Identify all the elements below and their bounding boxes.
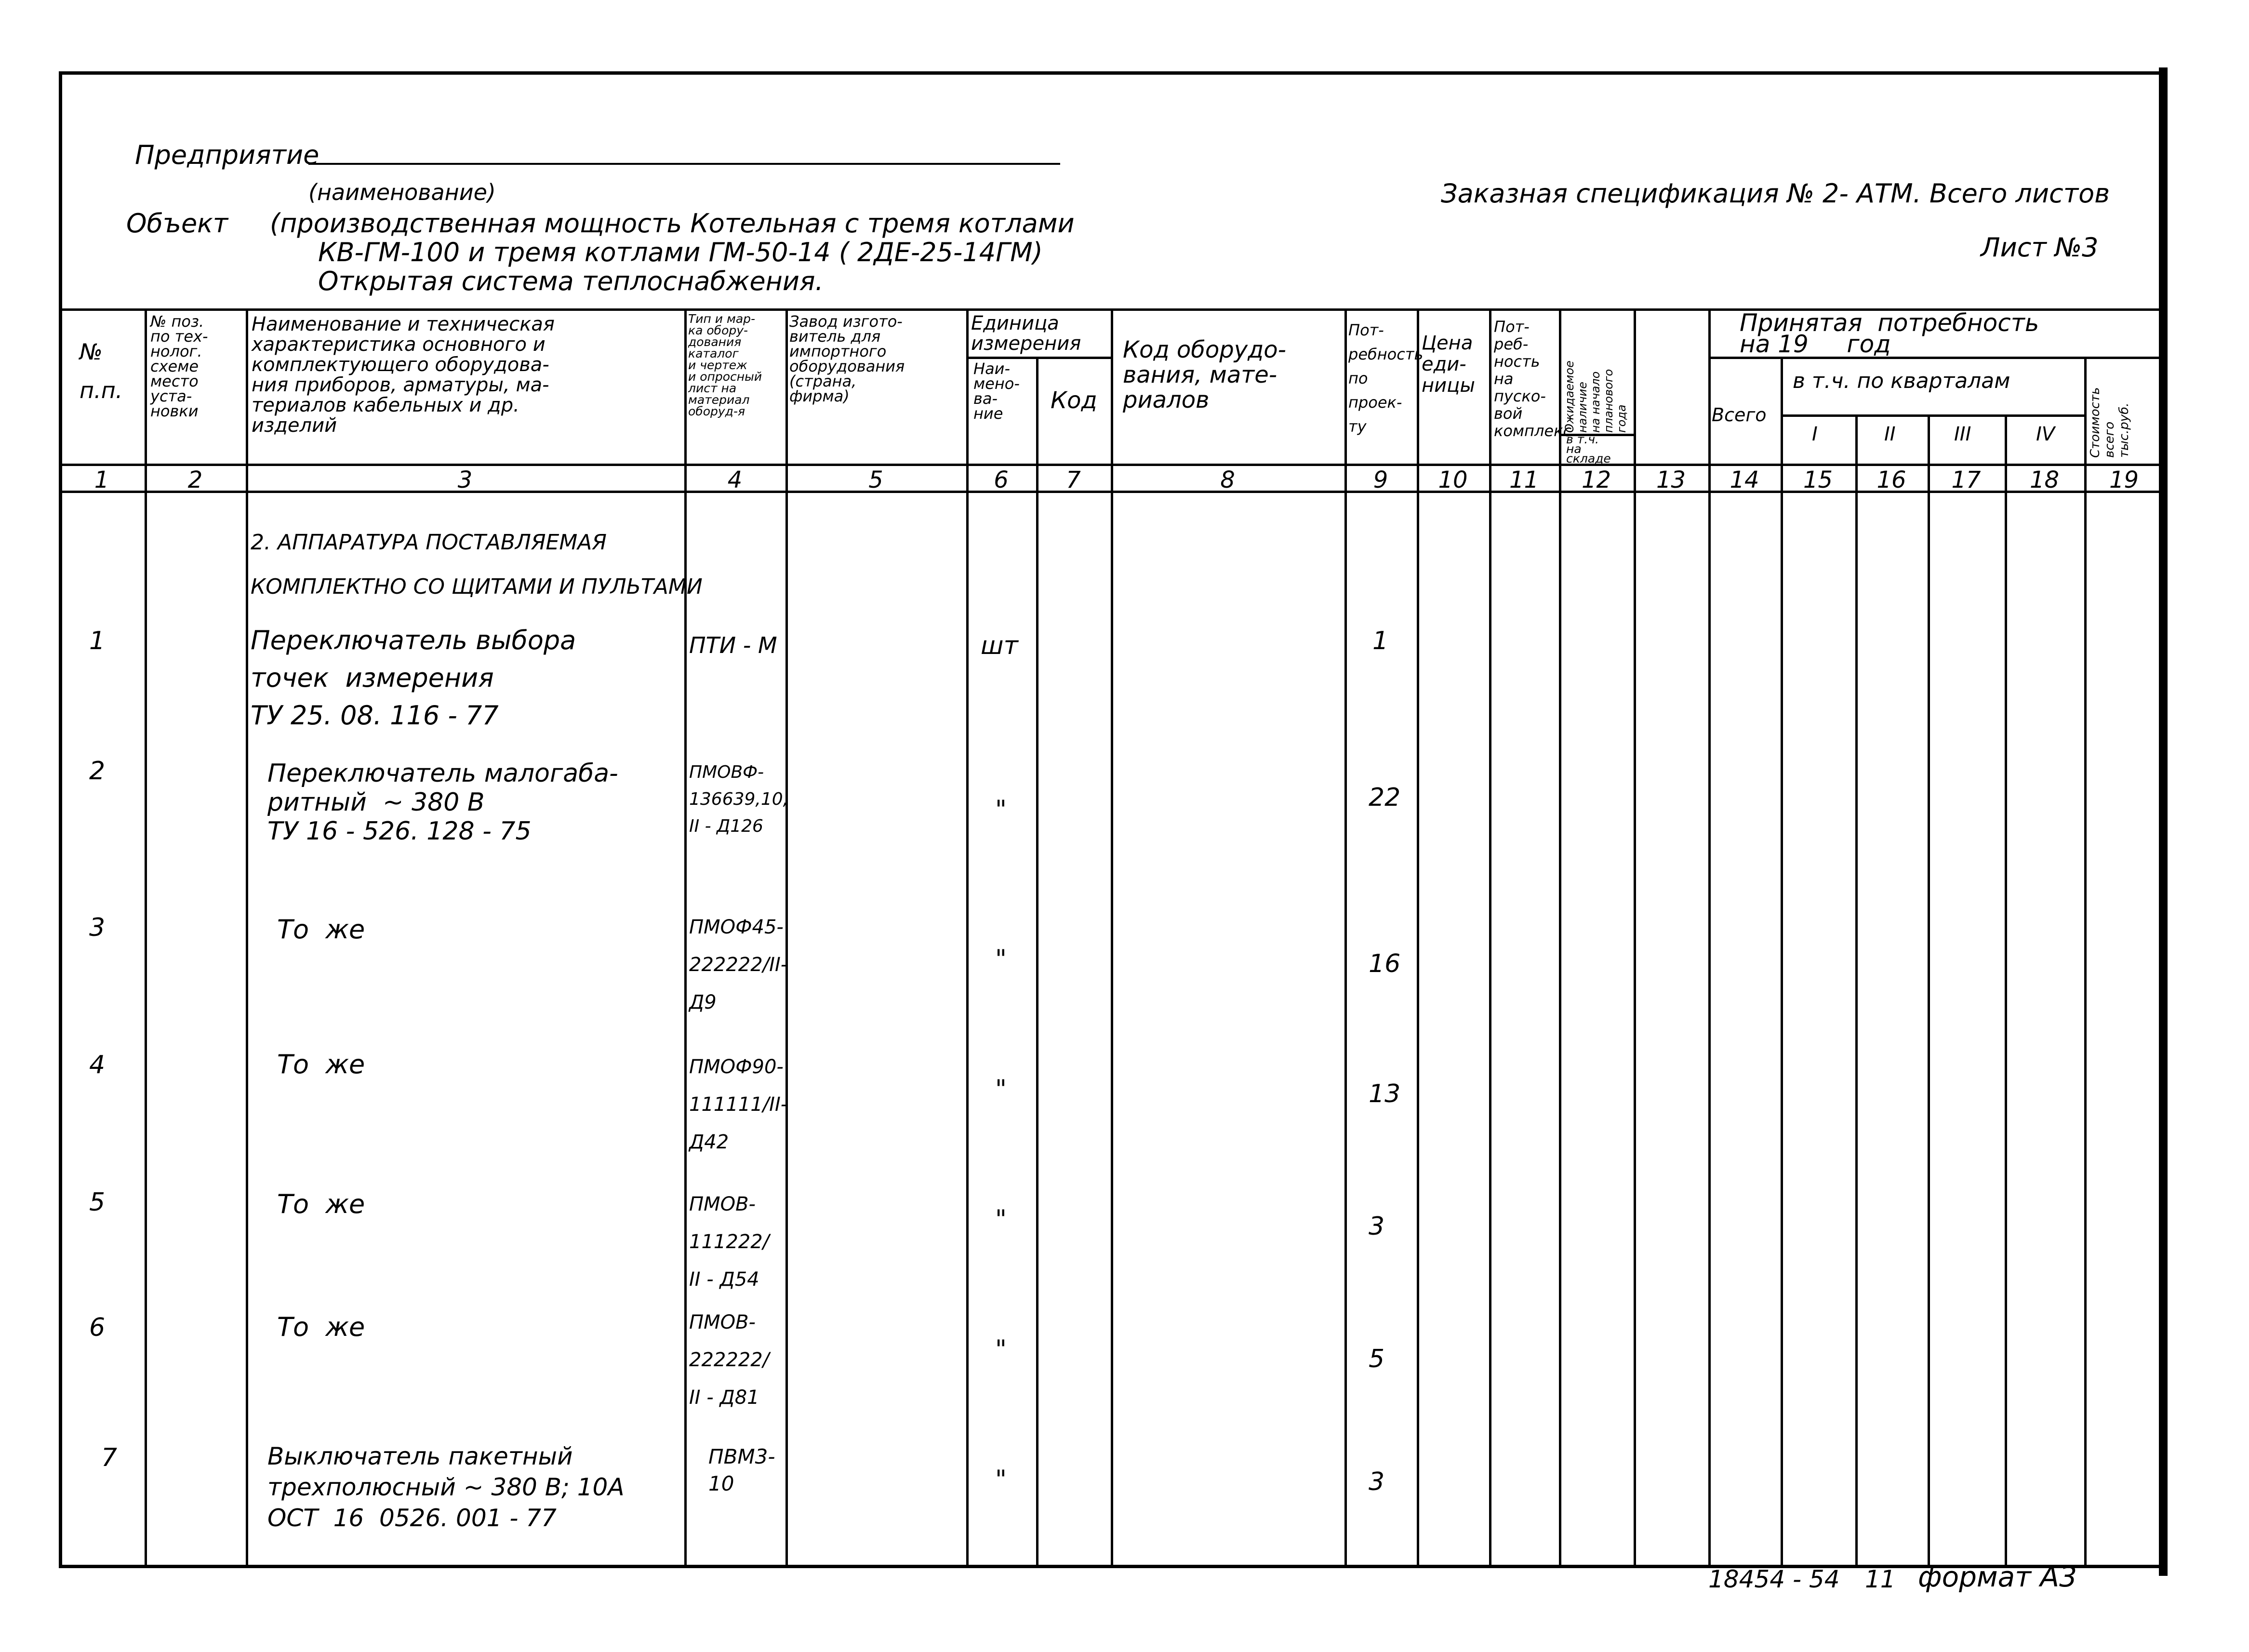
col-divider <box>1111 308 1113 1568</box>
row-unit: " <box>995 1075 1007 1104</box>
row-unit: шт <box>981 631 1018 660</box>
col-divider <box>145 308 147 1568</box>
col-divider <box>1344 308 1347 1568</box>
col-divider <box>2084 357 2087 1568</box>
col-header-q3: III <box>1954 423 1971 445</box>
col-divider <box>1634 308 1636 1568</box>
col-number: 5 <box>868 466 883 493</box>
row-number: 1 <box>89 626 106 655</box>
col-number: 9 <box>1373 466 1388 493</box>
row-qty: 13 <box>1369 1079 1401 1108</box>
quarters-line <box>1783 414 2087 417</box>
row-qty: 1 <box>1372 626 1389 655</box>
col-header-2: № поз. по тех- нолог. схеме место уста- новки <box>150 312 208 420</box>
row-number: 7 <box>101 1443 118 1472</box>
col-number: 17 <box>1951 466 1981 493</box>
col-divider <box>246 308 248 1568</box>
object-label: Объект <box>126 208 228 239</box>
col-header-10: Цена еди- ницы <box>1422 332 1475 397</box>
row-type: ПМОВ- 111222/ II - Д54 <box>689 1193 770 1291</box>
col-header-unit-group: Единица измерения <box>971 312 1081 355</box>
col-header-3: Наименование и техническая характеристика основного и комплектующего оборудова- ния приборов, арматуры, ма- териалов кабельных и др. изделий <box>252 313 555 437</box>
col-number: 13 <box>1656 466 1686 493</box>
col-header-7: Код <box>1051 387 1097 414</box>
row-unit: " <box>995 945 1007 973</box>
row-qty: 3 <box>1369 1467 1385 1496</box>
col-number: 19 <box>2109 466 2139 493</box>
row-number: 4 <box>89 1051 106 1079</box>
col-number: 16 <box>1876 466 1906 493</box>
row-unit: " <box>995 1335 1007 1364</box>
col-header-5: Завод изгото- витель для импортного оборудования (страна, фирма) <box>789 312 905 405</box>
col-divider <box>1781 357 1783 1568</box>
col-divider <box>966 308 969 1568</box>
col-header-19: Стоимость всего тыс.руб. <box>2088 387 2131 458</box>
row-name: То же <box>277 1312 365 1342</box>
row-unit: " <box>995 795 1007 824</box>
enterprise-label: Предприятие <box>135 140 319 170</box>
col-divider <box>1036 357 1038 1568</box>
row-name: Переключатель малогаба- ритный ~ 380 В ТУ 16 - 526. 128 - 75 <box>267 759 618 846</box>
spec-title: Заказная спецификация № 2- АТМ. Всего листов <box>1441 178 2110 209</box>
col-divider <box>1417 308 1419 1568</box>
col-divider <box>1489 308 1491 1568</box>
row-type: ПВМ3- 10 <box>708 1445 775 1495</box>
row-number: 6 <box>89 1313 106 1342</box>
name-hint: (наименование) <box>308 179 496 205</box>
col-number: 18 <box>2029 466 2060 493</box>
col-header-q1: I <box>1812 423 1818 445</box>
col-divider <box>684 308 687 1568</box>
section-title: 2. АППАРАТУРА ПОСТАВЛЯЕМАЯ КОМПЛЕКТНО СО ЩИТАМИ И ПУЛЬТАМИ <box>251 530 703 599</box>
col-number: 10 <box>1438 466 1468 493</box>
col-number: 14 <box>1730 466 1759 493</box>
col-header-8: Код оборудо- вания, мате- риалов <box>1123 336 1286 413</box>
col-number: 2 <box>187 466 203 493</box>
row-type: ПМОВФ- 136639,10, II - Д126 <box>689 762 789 836</box>
col-number: 12 <box>1581 466 1611 493</box>
row-name: То же <box>277 1049 365 1079</box>
col-divider <box>1559 308 1561 1568</box>
row-type: ПМОВ- 222222/ II - Д81 <box>689 1311 770 1409</box>
col-header-accepted-group: Принятая потребность на 19 год <box>1740 309 2039 358</box>
object-line-2: КВ-ГМ-100 и тремя котлами ГМ-50-14 ( 2ДЕ-25-14ГМ) <box>318 237 1043 267</box>
col-number: 1 <box>94 466 109 493</box>
col-header-12-top: Ожидаемое наличие на начало планового года <box>1563 360 1628 433</box>
col-header-12-bottom: в т.ч. на складе <box>1566 432 1611 466</box>
row-type: ПМОФ90- 111111/II- Д42 <box>689 1056 788 1153</box>
row-number: 2 <box>89 757 106 786</box>
row-qty: 16 <box>1369 949 1401 978</box>
row-number: 5 <box>89 1188 106 1217</box>
unit-group-line <box>969 357 1113 359</box>
col-header-4: Тип и мар- ка обору- дования каталог и чертеж и опросный лист на материал оборуд-я <box>688 312 762 418</box>
footer-code: 18454 - 54 <box>1708 1565 1840 1593</box>
col-header-1: № п.п. <box>80 339 123 403</box>
row-number: 3 <box>89 913 106 942</box>
row-type: ПМОФ45- 222222/II- Д9 <box>689 916 788 1013</box>
row-qty: 3 <box>1369 1212 1385 1241</box>
col-number: 8 <box>1220 466 1235 493</box>
row-qty: 22 <box>1369 783 1401 812</box>
row-name: То же <box>277 914 365 945</box>
row-name: Переключатель выбора точек измерения ТУ 25. 08. 116 - 77 <box>251 625 576 731</box>
row-name: Выключатель пакетный трехполюсный ~ 380 В; 10А ОСТ 16 0526. 001 - 77 <box>267 1442 625 1532</box>
row-unit: " <box>995 1465 1007 1494</box>
col-number: 7 <box>1066 466 1081 493</box>
col-divider <box>2005 414 2007 1568</box>
row-name: То же <box>277 1189 365 1219</box>
col-number: 3 <box>457 466 473 493</box>
col-header-6: Наи- мено- ва- ние <box>973 360 1020 423</box>
object-line-1: (производственная мощность Котельная с тремя котлами <box>270 208 1075 239</box>
col-header-q2: II <box>1884 423 1896 445</box>
frame-edge <box>2159 67 2168 1576</box>
row-unit: " <box>995 1205 1007 1234</box>
col-header-11: Пот- реб- ность на пуско- вой комплекс <box>1494 318 1572 440</box>
sheet-number: Лист №3 <box>1981 232 2099 263</box>
col-divider <box>1855 414 1858 1568</box>
col-number: 11 <box>1509 466 1539 493</box>
object-line-3: Открытая система теплоснабжения. <box>318 266 824 296</box>
col-divider <box>1708 308 1711 1568</box>
col-header-14: Всего <box>1712 404 1767 426</box>
footer-page: 11 <box>1865 1565 1896 1593</box>
col-header-q4: IV <box>2036 423 2055 445</box>
col-header-quarters: в т.ч. по кварталам <box>1793 369 2010 393</box>
col-header-9: Пот- ребность по проек- ту <box>1348 321 1424 436</box>
col-number: 4 <box>727 466 743 493</box>
col-number: 6 <box>994 466 1009 493</box>
col-number: 15 <box>1803 466 1833 493</box>
footer-format: формат А3 <box>1918 1560 2077 1593</box>
enterprise-line <box>308 163 1060 165</box>
row-qty: 5 <box>1369 1345 1385 1373</box>
col-divider <box>1928 414 1930 1568</box>
row-type: ПТИ - М <box>689 632 777 658</box>
